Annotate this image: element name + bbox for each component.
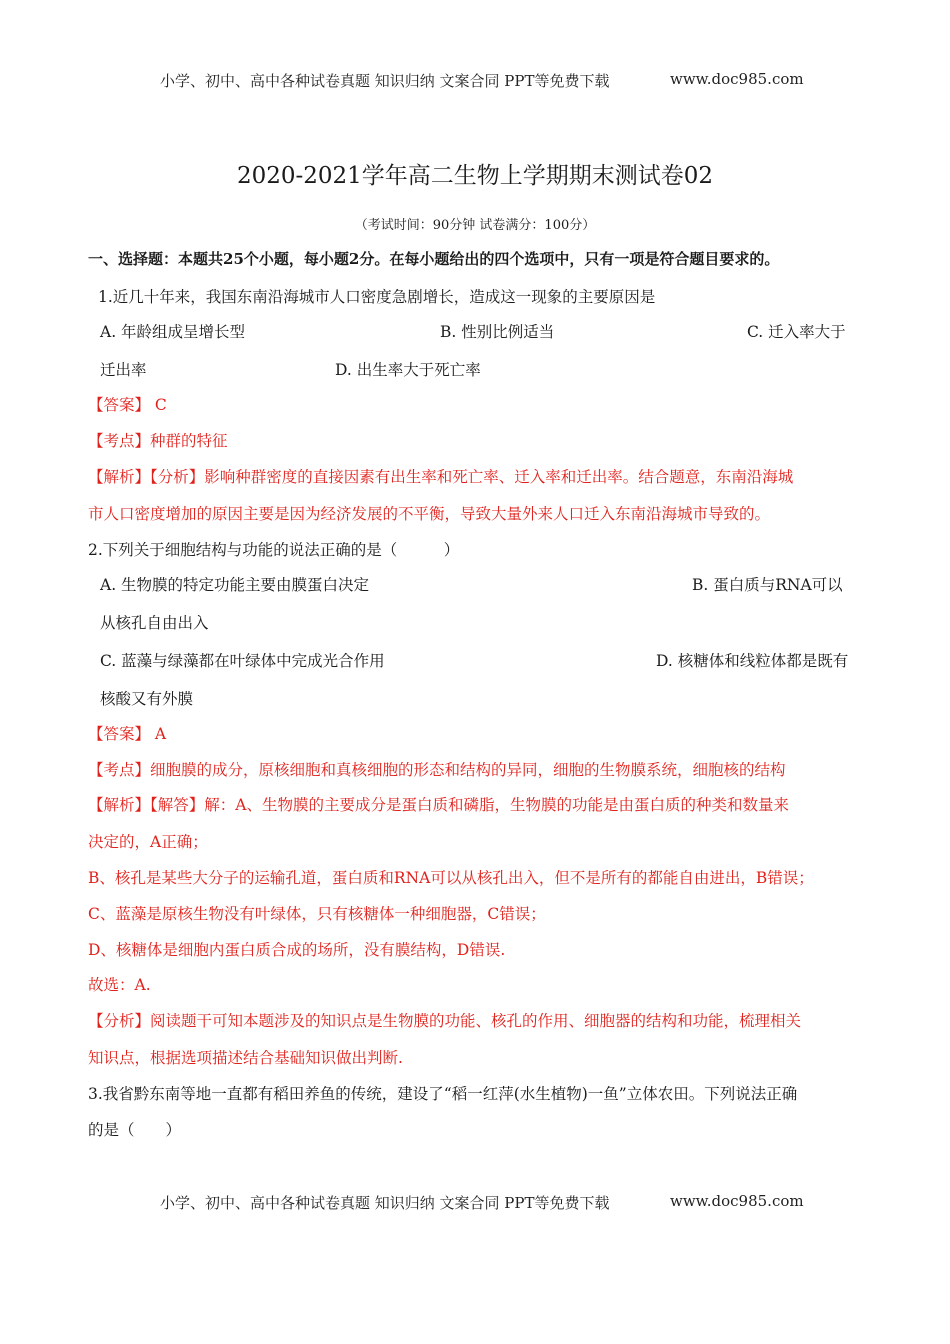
q3-stem-line2: 的是（ ） [88, 1121, 182, 1139]
q2-solution-line3: B、核孔是某些大分子的运输孔道，蛋白质和RNA可以从核孔出入，但不是所有的都能自由进出，B错误； [88, 869, 814, 887]
q2-analysis-line1: 【分析】阅读题干可知本题涉及的知识点是生物膜的功能、核孔的作用、细胞器的结构和功能，梳理相关 [88, 1012, 802, 1030]
q2-analysis-line2: 知识点，根据选项描述结合基础知识做出判断. [88, 1049, 403, 1067]
q1-point: 【考点】种群的特征 [88, 432, 228, 450]
q2-solution-line4: C、蓝藻是原核生物没有叶绿体，只有核糖体一种细胞器，C错误； [88, 905, 546, 923]
page-title: 2020-2021学年高二生物上学期期末测试卷02 [236, 163, 714, 189]
exam-info: （考试时间：90分钟 试卷满分：100分） [354, 218, 596, 233]
header-text: 小学、初中、高中各种试卷真题 知识归纳 文案合同 PPT等免费下载 [160, 72, 610, 90]
q2-solution-line5: D、核糖体是细胞内蛋白质合成的场所，没有膜结构，D错误. [88, 941, 506, 959]
q1-option-c: C. 迁入率大于 [747, 323, 846, 341]
q2-solution-line1: 【解析】【解答】解：A、生物膜的主要成分是蛋白质和磷脂，生物膜的功能是由蛋白质的种类和数量来 [88, 796, 789, 814]
q2-option-d: D. 核糖体和线粒体都是既有 [656, 652, 849, 670]
footer-url[interactable]: www.doc985.com [670, 1192, 804, 1210]
q1-analysis-line2: 市人口密度增加的原因主要是因为经济发展的不平衡，导致大量外来人口迁入东南沿海城市导致的。 [88, 505, 771, 523]
q1-stem: 1.近几十年来，我国东南沿海城市人口密度急剧增长，造成这一现象的主要原因是 [98, 288, 656, 306]
q2-option-b: B. 蛋白质与RNA可以 [692, 576, 843, 594]
q1-option-c-cont: 迁出率 [100, 361, 147, 379]
q1-option-b: B. 性别比例适当 [440, 323, 555, 341]
section-heading: 一、选择题：本题共25个小题，每小题2分。在每小题给出的四个选项中，只有一项是符合题目要求的。 [88, 250, 780, 268]
q2-solution-line2: 决定的，A正确； [88, 833, 208, 851]
q2-answer: 【答案】 A [88, 725, 167, 743]
q1-option-a: A. 年龄组成呈增长型 [100, 323, 246, 341]
q2-option-b-cont: 从核孔自由出入 [100, 614, 209, 632]
q1-option-d: D. 出生率大于死亡率 [335, 361, 481, 379]
q2-point: 【考点】细胞膜的成分，原核细胞和真核细胞的形态和结构的异同，细胞的生物膜系统，细胞核的结构 [88, 761, 786, 779]
q3-stem-line1: 3.我省黔东南等地一直都有稻田养鱼的传统，建设了“稻一红萍(水生植物)一鱼”立体农田。下列说法正确 [88, 1085, 798, 1103]
q1-analysis-line1: 【解析】【分析】影响种群密度的直接因素有出生率和死亡率、迁入率和迁出率。结合题意，东南沿海城 [88, 468, 794, 486]
q2-option-d-cont: 核酸又有外膜 [100, 690, 194, 708]
q2-solution-line6: 故选：A. [88, 976, 151, 994]
header-url[interactable]: www.doc985.com [670, 70, 804, 88]
footer-text: 小学、初中、高中各种试卷真题 知识归纳 文案合同 PPT等免费下载 [160, 1194, 610, 1212]
q2-stem: 2.下列关于细胞结构与功能的说法正确的是（ ） [88, 541, 460, 559]
q1-answer: 【答案】 C [88, 396, 167, 414]
q2-option-c: C. 蓝藻与绿藻都在叶绿体中完成光合作用 [100, 652, 385, 670]
q2-option-a: A. 生物膜的特定功能主要由膜蛋白决定 [100, 576, 370, 594]
